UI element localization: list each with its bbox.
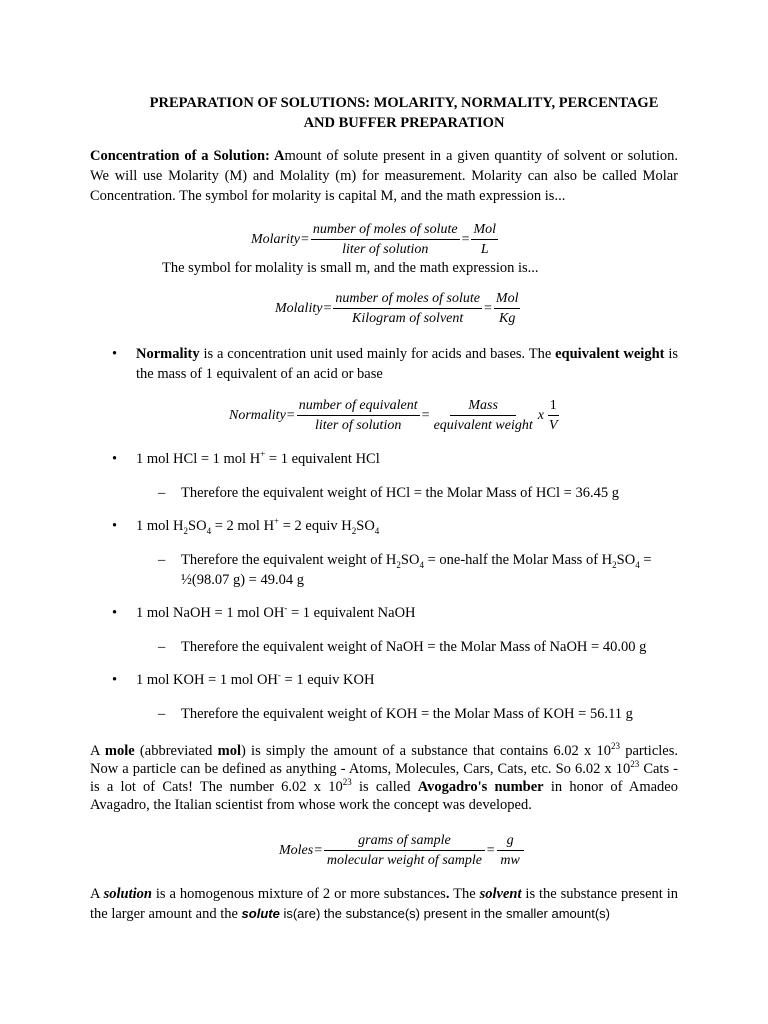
normality-numerator-2: Mass: [450, 397, 516, 416]
mole-t2: (abbreviated: [134, 743, 218, 759]
moles-fraction-2: [497, 832, 524, 869]
h2so4-sub-text-s4: 4: [635, 559, 640, 570]
solution-term: solution: [103, 886, 152, 902]
solution-period: .: [445, 886, 450, 902]
naoh-bullet-text: [136, 603, 678, 623]
normality-term: Normality: [136, 346, 200, 362]
molality-intro: The symbol for molality is small m, and the math expression is...: [162, 260, 539, 276]
hcl-sub-text: Therefore the equivalent weight of HCl = the Molar Mass of HCl = 36.45 g: [181, 485, 619, 501]
molality-numerator-2: Mol: [494, 290, 521, 309]
normality-fraction-2: [432, 397, 535, 434]
molarity-formula: Molarity = $\frac{\text{number of moles of solute}}{\text{liter of solution}}$ = $\frac{\text{Mol}}{L}$: [251, 222, 497, 257]
h2so4-sub-text-e: =: [639, 552, 652, 568]
normality-fraction-1: [297, 397, 420, 434]
molality-fraction-1: [333, 290, 482, 327]
normality-fraction-3: [547, 397, 560, 434]
concentration-paragraph: [90, 146, 678, 206]
solution-t4: is the substance present in the larger amount and the: [90, 886, 679, 922]
molarity-numerator-2: Mol: [471, 221, 498, 240]
h2so4-text-e: SO: [356, 518, 375, 534]
normality-formula: Normality = $\frac{\text{number of equivalent}}{\text{liter of solution}}$ = $\frac{\text{Mass}}{\text{equivalent weight}}$ x $\frac{1}{V}$: [229, 398, 558, 433]
mole-sup-1: 23: [611, 741, 621, 752]
h2so4-bullet-text: [136, 516, 678, 536]
h2so4-sub-4: 4: [374, 525, 380, 536]
moles-numerator-1: grams of sample: [324, 832, 485, 851]
moles-denominator-1: molecular weight of sample: [326, 853, 482, 868]
molality-lhs: Molality: [275, 300, 323, 316]
bullet-marker: •: [112, 518, 118, 534]
hcl-text-b: = 1 equivalent HCl: [265, 451, 380, 467]
dash-marker: –: [158, 485, 166, 501]
h2so4-sub-3: 2: [351, 525, 357, 536]
h2so4-sub-text-d: SO: [616, 552, 636, 568]
h2so4-sub-text-line2: ½(98.07 g) = 49.04 g: [181, 572, 304, 588]
mole-term: mole: [104, 743, 135, 759]
h2so4-sub-text-b: SO: [400, 552, 420, 568]
molality-formula: Molality = $\frac{\text{number of moles of solute}}{\text{Kilogram of solvent}}$ = $\frac{\text{Mol}}{Kg}$: [275, 291, 519, 326]
koh-text-b: = 1 equiv KOH: [280, 672, 375, 688]
normality-bullet-text: [136, 344, 678, 384]
h2so4-sub-text: [181, 550, 678, 590]
mole-t7: in honor of Amadeo Avagadro, the Italian scientist from whose work the concept was developed.: [90, 779, 678, 813]
dash-marker: –: [158, 706, 166, 722]
solution-t2: is a homogenous mixture of 2 or more substances: [151, 886, 446, 902]
normality-denominator-2: equivalent weight: [433, 418, 533, 433]
h2so4-text-b: SO: [188, 518, 207, 534]
molality-fraction-2: [494, 290, 521, 327]
koh-bullet-text: [136, 670, 678, 690]
molarity-numerator-1: number of moles of solute: [311, 221, 460, 240]
normality-lhs: Normality: [229, 407, 286, 423]
bullet-marker: •: [112, 346, 118, 362]
moles-denominator-2: mw: [500, 853, 520, 868]
normality-denominator-1: liter of solution: [315, 418, 402, 433]
molality-denominator-1: Kilogram of solvent: [352, 311, 464, 326]
mole-t3: ) is simply the amount of a substance that contains 6.02 x 10: [240, 743, 612, 759]
normality-numerator-3: 1: [548, 397, 559, 416]
molarity-lhs: Molarity: [251, 231, 300, 247]
h2so4-sub-text-c: = one-half the Molar Mass of H: [423, 552, 613, 568]
molality-denominator-2: Kg: [499, 311, 516, 326]
molarity-denominator-2: L: [480, 242, 489, 257]
hcl-text-a: 1 mol HCl = 1 mol H: [136, 451, 261, 467]
moles-numerator-2: g: [497, 832, 524, 851]
h2so4-text-a: 1 mol H: [136, 518, 184, 534]
molarity-fraction-1: [311, 221, 460, 258]
normality-denominator-3: V: [548, 418, 558, 433]
solution-t5: is(are) the substance(s) present in the smaller amount(s): [279, 906, 611, 921]
mole-sup-3: 23: [342, 777, 352, 788]
h2so4-sub-text-s3: 2: [612, 559, 617, 570]
molality-numerator-1: number of moles of solute: [333, 290, 482, 309]
concentration-lead: Concentration of a Solution: A: [90, 148, 285, 164]
mole-paragraph: [90, 742, 678, 814]
koh-sup: -: [277, 670, 281, 681]
hcl-bullet-text: [136, 449, 678, 469]
h2so4-sup: +: [274, 516, 280, 527]
mole-t4: particles. Now a particle can be defined as anything - Atoms, Molecules, Cars, Cats, etc. So 6.02 x 10: [90, 743, 678, 777]
mole-t6: is called: [351, 779, 418, 795]
naoh-sub-text: Therefore the equivalent weight of NaOH = the Molar Mass of NaOH = 40.00 g: [181, 639, 647, 655]
hcl-sup: +: [260, 449, 266, 460]
koh-sub-text: Therefore the equivalent weight of KOH = the Molar Mass of KOH = 56.11 g: [181, 706, 633, 722]
times-sign: x: [537, 407, 544, 423]
moles-fraction-1: [324, 832, 485, 869]
naoh-sup: -: [284, 603, 288, 614]
bullet-marker: •: [112, 672, 118, 688]
moles-formula: Moles = $\frac{\text{grams of sample}}{\text{molecular weight of sample}}$ = $\frac{g}{mw}$: [279, 832, 525, 869]
molarity-fraction-2: [471, 221, 498, 258]
title-line-2: AND BUFFER PREPARATION: [303, 115, 505, 131]
solution-paragraph: [90, 884, 678, 924]
page-title: [130, 93, 678, 133]
mole-t1: A: [90, 743, 105, 759]
h2so4-sub-text-s2: 4: [419, 559, 424, 570]
moles-lhs: Moles: [279, 842, 314, 858]
title-line-1: PREPARATION OF SOLUTIONS: MOLARITY, NORMALITY, PERCENTAGE: [149, 95, 659, 111]
h2so4-sub-text-s1: 2: [396, 559, 401, 570]
bullet-marker: •: [112, 605, 118, 621]
molarity-denominator-1: liter of solution: [342, 242, 429, 257]
h2so4-sub-2: 4: [206, 525, 212, 536]
avogadro-term: Avogadro's number: [417, 779, 544, 795]
naoh-text-b: = 1 equivalent NaOH: [287, 605, 416, 621]
bullet-marker: •: [112, 451, 118, 467]
solution-t3: The: [449, 886, 480, 902]
h2so4-sub-1: 2: [183, 525, 189, 536]
solution-t1: A: [90, 886, 104, 902]
naoh-text-a: 1 mol NaOH = 1 mol OH: [136, 605, 285, 621]
mol-term: mol: [217, 743, 241, 759]
normality-text-1: is a concentration unit used mainly for acids and bases. The: [199, 346, 556, 362]
equivalent-weight-term: equivalent weight: [555, 346, 665, 362]
h2so4-text-c: = 2 mol H: [211, 518, 275, 534]
solute-term: solute: [241, 906, 280, 921]
mole-sup-2: 23: [630, 759, 640, 770]
normality-text-2: is the mass of 1 equivalent of an acid or base: [136, 346, 678, 382]
h2so4-sub-text-a: Therefore the equivalent weight of H: [181, 552, 397, 568]
koh-text-a: 1 mol KOH = 1 mol OH: [136, 672, 278, 688]
h2so4-text-d: = 2 equiv H: [279, 518, 352, 534]
mole-t5: Cats - is a lot of Cats! The number 6.02 x 10: [90, 761, 678, 795]
solvent-term: solvent: [479, 886, 522, 902]
dash-marker: –: [158, 639, 166, 655]
concentration-text: mount of solute present in a given quantity of solvent or solution. We will use Molarity (M) and Molality (m) for measurement. Molarity can also be called Molar Concentration. The symbol for molarity is capital M, and the math expression is...: [90, 148, 678, 204]
dash-marker: –: [158, 552, 166, 568]
normality-numerator-1: number of equivalent: [297, 397, 420, 416]
